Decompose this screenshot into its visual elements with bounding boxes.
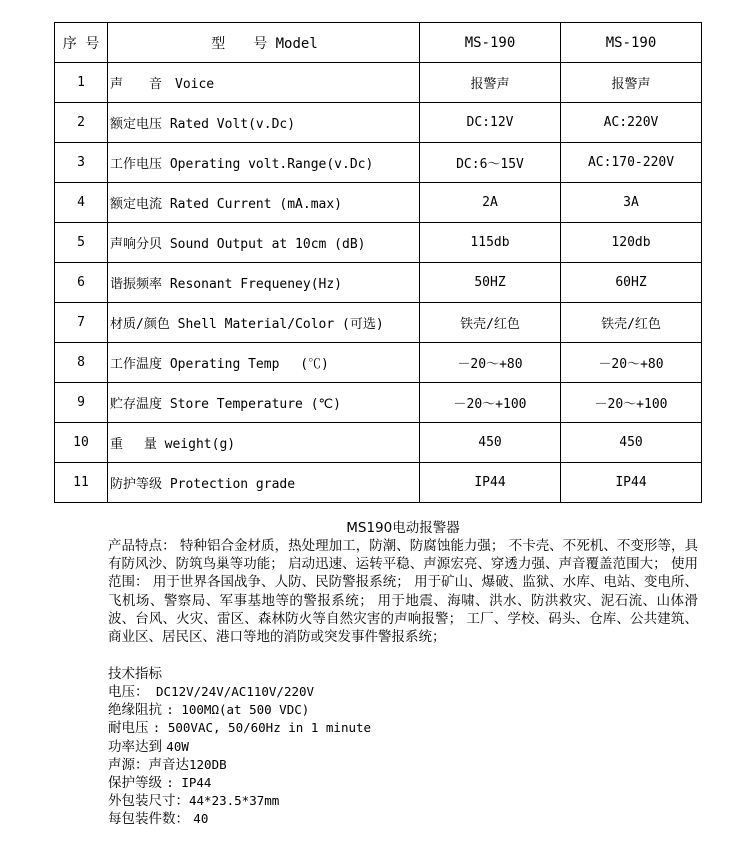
table-row [55, 303, 702, 343]
row-value-2: AC:170-220V [561, 143, 702, 183]
row-value-2: －20～+80 [561, 343, 702, 383]
tech-spec-label: 每包装件数： [108, 811, 194, 828]
tech-spec-value: : IP44 [166, 775, 212, 790]
row-number: 10 [55, 423, 108, 463]
row-value-1: DC:12V [420, 103, 561, 143]
row-parameter: 工作电压 Operating volt.Range(v.Dc) [108, 143, 420, 183]
row-value-1: 115db [420, 223, 561, 263]
row-value-1: －20～+80 [420, 343, 561, 383]
row-value-1: 50HZ [420, 263, 561, 303]
tech-spec-label: 功率达到 [108, 738, 167, 755]
tech-spec-line [108, 756, 698, 774]
tech-spec-label: 耐电压 [108, 720, 153, 737]
row-value-2: 报警声 [561, 63, 702, 103]
tech-spec-line [108, 719, 698, 737]
tech-spec-line [108, 738, 698, 756]
header-model-1: MS-190 [420, 23, 561, 63]
tech-spec-label: 声源：声音达 [108, 756, 189, 773]
row-parameter: 工作温度 Operating Temp (℃) [108, 343, 420, 383]
table-row [55, 463, 702, 503]
header-model-2: MS-190 [561, 23, 702, 63]
tech-spec-line [108, 701, 698, 719]
row-value-2: IP44 [561, 463, 702, 503]
tech-spec-value: 120DB [189, 756, 227, 772]
row-number: 11 [55, 463, 108, 503]
table-row [55, 143, 702, 183]
row-number: 2 [55, 103, 108, 143]
row-value-2: 铁壳/红色 [561, 303, 702, 343]
row-parameter: 重 量 weight(g) [108, 423, 420, 463]
tech-spec-value: DC12V/24V/AC110V/220V [148, 684, 315, 699]
table-row [55, 263, 702, 303]
header-model: 型 号 Model [108, 23, 420, 63]
tech-spec-value: 40 [193, 811, 209, 827]
row-value-1: 铁壳/红色 [420, 303, 561, 343]
row-value-2: －20～+100 [561, 383, 702, 423]
row-value-1: 450 [420, 423, 561, 463]
tech-spec-label: 绝缘阻抗 [108, 702, 167, 719]
description-title: MS190电动报警器 [346, 520, 460, 536]
table-header-row [55, 23, 702, 63]
row-parameter: 贮存温度 Store Temperature (℃) [108, 383, 420, 423]
row-value-2: 120db [561, 223, 702, 263]
row-parameter: 谐振频率 Resonant Frequeney(Hz) [108, 263, 420, 303]
tech-spec-value: 40W [166, 738, 189, 754]
row-number: 4 [55, 183, 108, 223]
tech-spec-line [108, 792, 698, 810]
table-row [55, 343, 702, 383]
tech-spec-label: 外包装尺寸： [108, 793, 189, 810]
row-parameter: 额定电压 Rated Volt(v.Dc) [108, 103, 420, 143]
table-row [55, 223, 702, 263]
row-number: 3 [55, 143, 108, 183]
row-value-2: 60HZ [561, 263, 702, 303]
row-parameter: 额定电流 Rated Current (mA.max) [108, 183, 420, 223]
tech-spec-line [108, 810, 698, 828]
row-value-1: IP44 [420, 463, 561, 503]
table-body [55, 63, 702, 503]
table-row [55, 183, 702, 223]
tech-spec-value: : 100MΩ(at 500 VDC) [166, 702, 310, 718]
tech-spec-value: 44*23.5*37mm [189, 793, 280, 809]
row-value-2: 450 [561, 423, 702, 463]
row-number: 9 [55, 383, 108, 423]
header-no: 序 号 [55, 23, 108, 63]
tech-spec-line [108, 774, 698, 792]
row-value-1: －20～+100 [420, 383, 561, 423]
table-row [55, 103, 702, 143]
tech-spec-line [108, 683, 698, 701]
row-number: 6 [55, 263, 108, 303]
row-number: 1 [55, 63, 108, 103]
row-number: 8 [55, 343, 108, 383]
table-row [55, 423, 702, 463]
feature-paragraph: 产品特点： 特种铝合金材质，热处理加工，防潮、防腐蚀能力强； 不卡壳、不死机、不变形等，具有防风沙、防筑鸟巢等功能； 启动迅速、运转平稳、声源宏亮、穿透力强、声音覆盖范围大； 使用范围： 用于世界各国战争、人防、民防警报系统； 用于矿山、爆破、监狱、水库、电站、变电所、飞机场、警察局、军事基地等的警报系统； 用于地震、海啸、洪水、防洪救灾、泥石流、山体滑波、台风、火灾、雷区、森林防火等自然灾害的声响报警； 工厂、学校、码头、仓库、公共建筑、商业区、居民区、港口等地的消防或突发事件警报系统； [108, 538, 698, 646]
table-row [55, 383, 702, 423]
row-number: 7 [55, 303, 108, 343]
row-parameter: 材质/颜色 Shell Material/Color (可选) [108, 303, 420, 343]
row-parameter: 声 音 Voice [108, 63, 420, 103]
row-value-2: 3A [561, 183, 702, 223]
tech-spec-value: : 500VAC, 50/60Hz in 1 minute [152, 720, 372, 736]
row-value-1: 2A [420, 183, 561, 223]
tech-title: 技术指标 [108, 666, 162, 682]
row-value-1: DC:6～15V [420, 143, 561, 183]
row-value-2: AC:220V [561, 103, 702, 143]
row-parameter: 防护等级 Protection grade [108, 463, 420, 503]
spec-table [54, 22, 702, 503]
tech-spec-label: 保护等级 [108, 775, 167, 791]
tech-spec-label: 电压： [108, 684, 149, 700]
row-parameter: 声响分贝 Sound Output at 10cm (dB) [108, 223, 420, 263]
table-row [55, 63, 702, 103]
row-value-1: 报警声 [420, 63, 561, 103]
row-number: 5 [55, 223, 108, 263]
